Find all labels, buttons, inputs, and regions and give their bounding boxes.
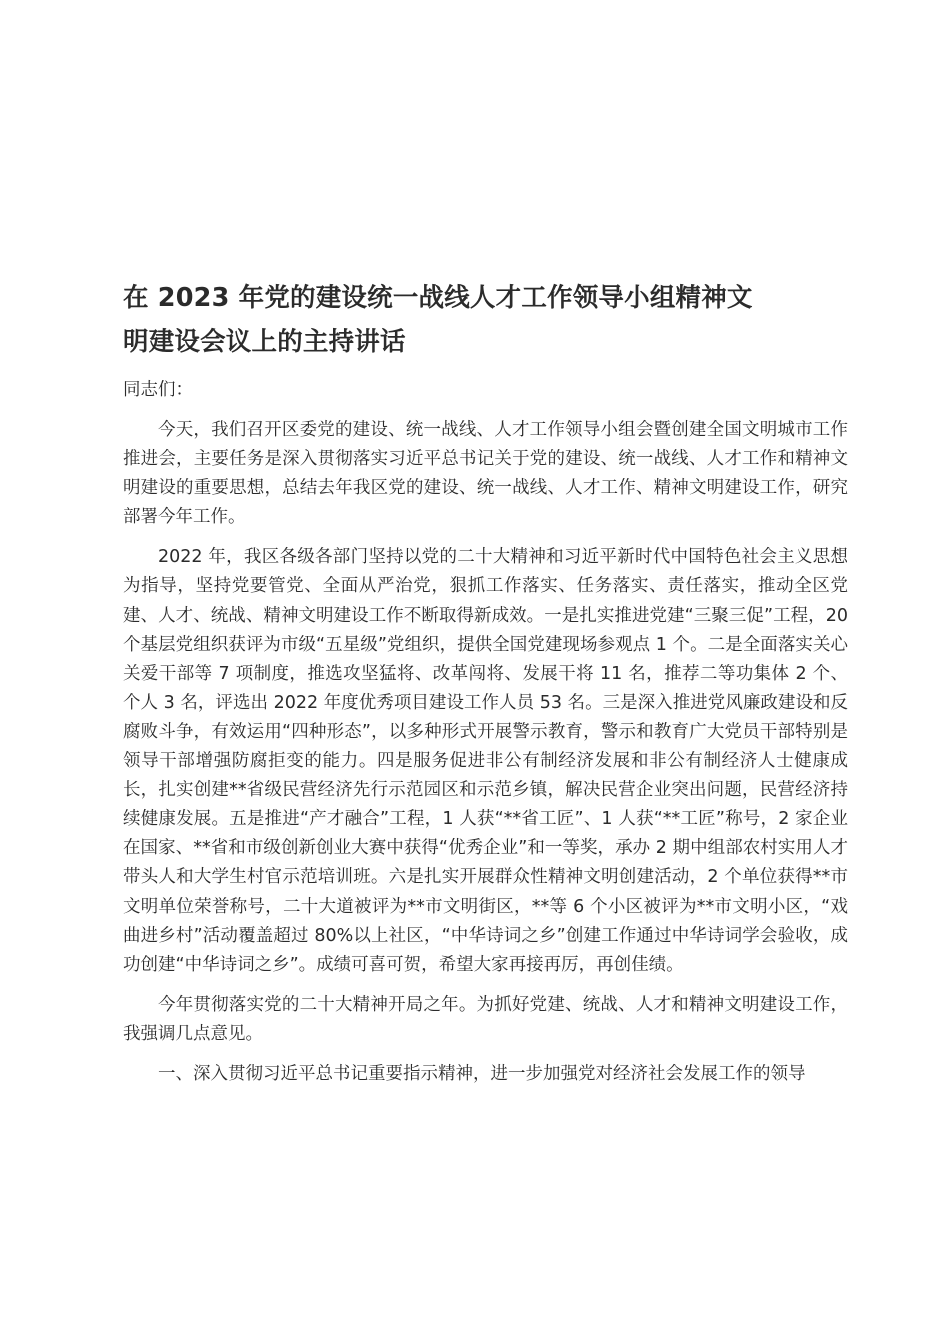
paragraph-achievements: 2022 年，我区各级各部门坚持以党的二十大精神和习近平新时代中国特色社会主义思想为指导，坚持党要管党、全面从严治党，狠抓工作落实、任务落实、责任落实，推动全区党建、人才、统战、精神文明建设工作不断取得新成效。一是扎实推进党建“三聚三促”工程，20 个基层党组织获评为市级“五星级”党组织，提供全国党建现场参观点 1 个。二是全面落实关心关爱干部等 7 项制度，推选攻坚猛将、改革闯将、发展干将 11 名，推荐二等功集体 2 个、个人 3 名，评选出 2022 年度优秀项目建设工作人员 53 名。三是深入推进党风廉政建设和反腐败斗争，有效运用“四种形态”，以多种形式开展警示教育，警示和教育广大党员干部特别是领导干部增强防腐拒变的能力。四是服务促进非公有制经济发展和非公有制经济人士健康成长，扎实创建**省级民营经济先行示范园区和示范乡镇，解决民营企业突出问题，民营经济持续健康发展。五是推进“产才融合”工程，1 人获“**省工匠”、1 人获“**工匠”称号，2 家企业在国家、**省和市级创新创业大赛中获得“优秀企业”和一等奖，承办 2 期中组部农村实用人才带头人和大学生村官示范培训班。六是扎实开展群众性精神文明创建活动，2 个单位获得**市文明单位荣誉称号，二十大道被评为**市文明街区，**等 6 个小区被评为**市文明小区，“戏曲进乡村”活动覆盖超过 80%以上社区，“中华诗词之乡”创建工作通过中华诗词学会验收，成功创建“中华诗词之乡”。成绩可喜可贺，希望大家再接再厉，再创佳绩。 — [123, 547, 848, 975]
salutation: 同志们： — [123, 380, 193, 400]
document-title — [123, 276, 848, 364]
paragraph-transition: 今年贯彻落实党的二十大精神开局之年。为抓好党建、统战、人才和精神文明建设工作，我强调几点意见。 — [123, 994, 848, 1044]
section-heading-1: 一、深入贯彻习近平总书记重要指示精神，进一步加强党对经济社会发展工作的领导 — [158, 1063, 806, 1084]
title-line-2: 明建设会议上的主持讲话 — [123, 327, 406, 357]
title-line-1: 在 2023 年党的建设统一战线人才工作领导小组精神文 — [123, 283, 753, 313]
paragraph-opening: 今天，我们召开区委党的建设、统一战线、人才工作领导小组会暨创建全国文明城市工作推进会，主要任务是深入贯彻落实习近平总书记关于党的建设、统一战线、人才工作和精神文明建设的重要思想，总结去年我区党的建设、统一战线、人才工作、精神文明建设工作，研究部署今年工作。 — [123, 420, 848, 528]
document-page — [123, 276, 848, 1089]
